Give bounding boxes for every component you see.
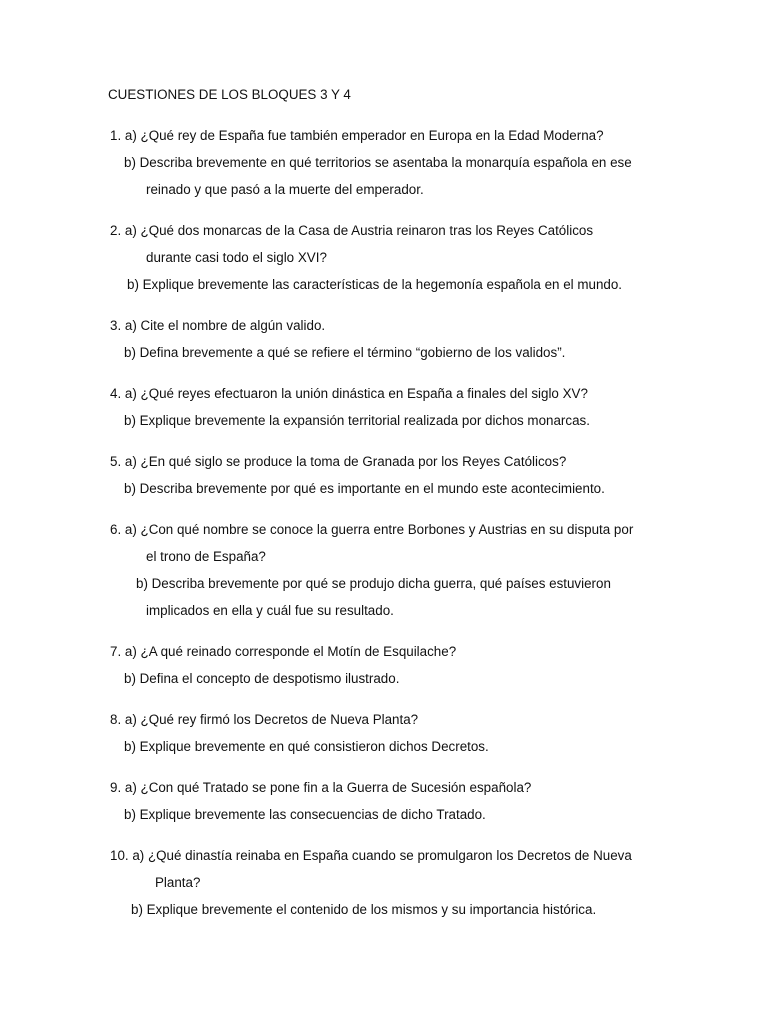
question-5-part-a: 5. a) ¿En qué siglo se produce la toma de Granada por los Reyes Católicos? [110,454,567,469]
question-10-part-b: b) Explique brevemente el contenido de los mismos y su importancia histórica. [131,902,597,917]
question-1-part-b-continued: reinado y que pasó a la muerte del emperador. [146,182,424,197]
question-1-part-b: b) Describa brevemente en qué territorios se asentaba la monarquía española en ese [124,155,632,170]
question-2-part-b: b) Explique brevemente las características de la hegemonía española en el mundo. [127,277,623,292]
question-5-part-b: b) Describa brevemente por qué es importante en el mundo este acontecimiento. [124,481,605,496]
question-1-part-a: 1. a) ¿Qué rey de España fue también emperador en Europa en la Edad Moderna? [110,128,604,143]
question-6-part-a-continued: el trono de España? [146,549,266,564]
question-7-part-b: b) Defina el concepto de despotismo ilustrado. [124,671,400,686]
question-6-part-b-continued: implicados en ella y cuál fue su resultado. [146,603,394,618]
question-4-part-b: b) Explique brevemente la expansión territorial realizada por dichos monarcas. [124,413,590,428]
question-3-part-a: 3. a) Cite el nombre de algún valido. [110,318,326,333]
question-10-part-a: 10. a) ¿Qué dinastía reinaba en España cuando se promulgaron los Decretos de Nueva [110,848,632,863]
question-6-part-a: 6. a) ¿Con qué nombre se conoce la guerra entre Borbones y Austrias en su disputa por [110,522,634,537]
question-2-part-a: 2. a) ¿Qué dos monarcas de la Casa de Austria reinaron tras los Reyes Católicos [110,223,594,238]
question-7-part-a: 7. a) ¿A qué reinado corresponde el Motín de Esquilache? [110,644,457,659]
question-4-part-a: 4. a) ¿Qué reyes efectuaron la unión dinástica en España a finales del siglo XV? [110,386,588,401]
question-2-part-a-continued: durante casi todo el siglo XVI? [146,250,327,265]
question-8-part-a: 8. a) ¿Qué rey firmó los Decretos de Nueva Planta? [110,712,419,727]
question-3-part-b: b) Defina brevemente a qué se refiere el término “gobierno de los validos”. [124,345,566,360]
question-9-part-b: b) Explique brevemente las consecuencias de dicho Tratado. [124,807,486,822]
question-9-part-a: 9. a) ¿Con qué Tratado se pone fin a la Guerra de Sucesión española? [110,780,532,795]
question-10-part-a-continued: Planta? [155,875,201,890]
question-8-part-b: b) Explique brevemente en qué consistieron dichos Decretos. [124,739,489,754]
document-title: CUESTIONES DE LOS BLOQUES 3 Y 4 [108,87,351,102]
question-6-part-b: b) Describa brevemente por qué se produjo dicha guerra, qué países estuvieron [136,576,611,591]
